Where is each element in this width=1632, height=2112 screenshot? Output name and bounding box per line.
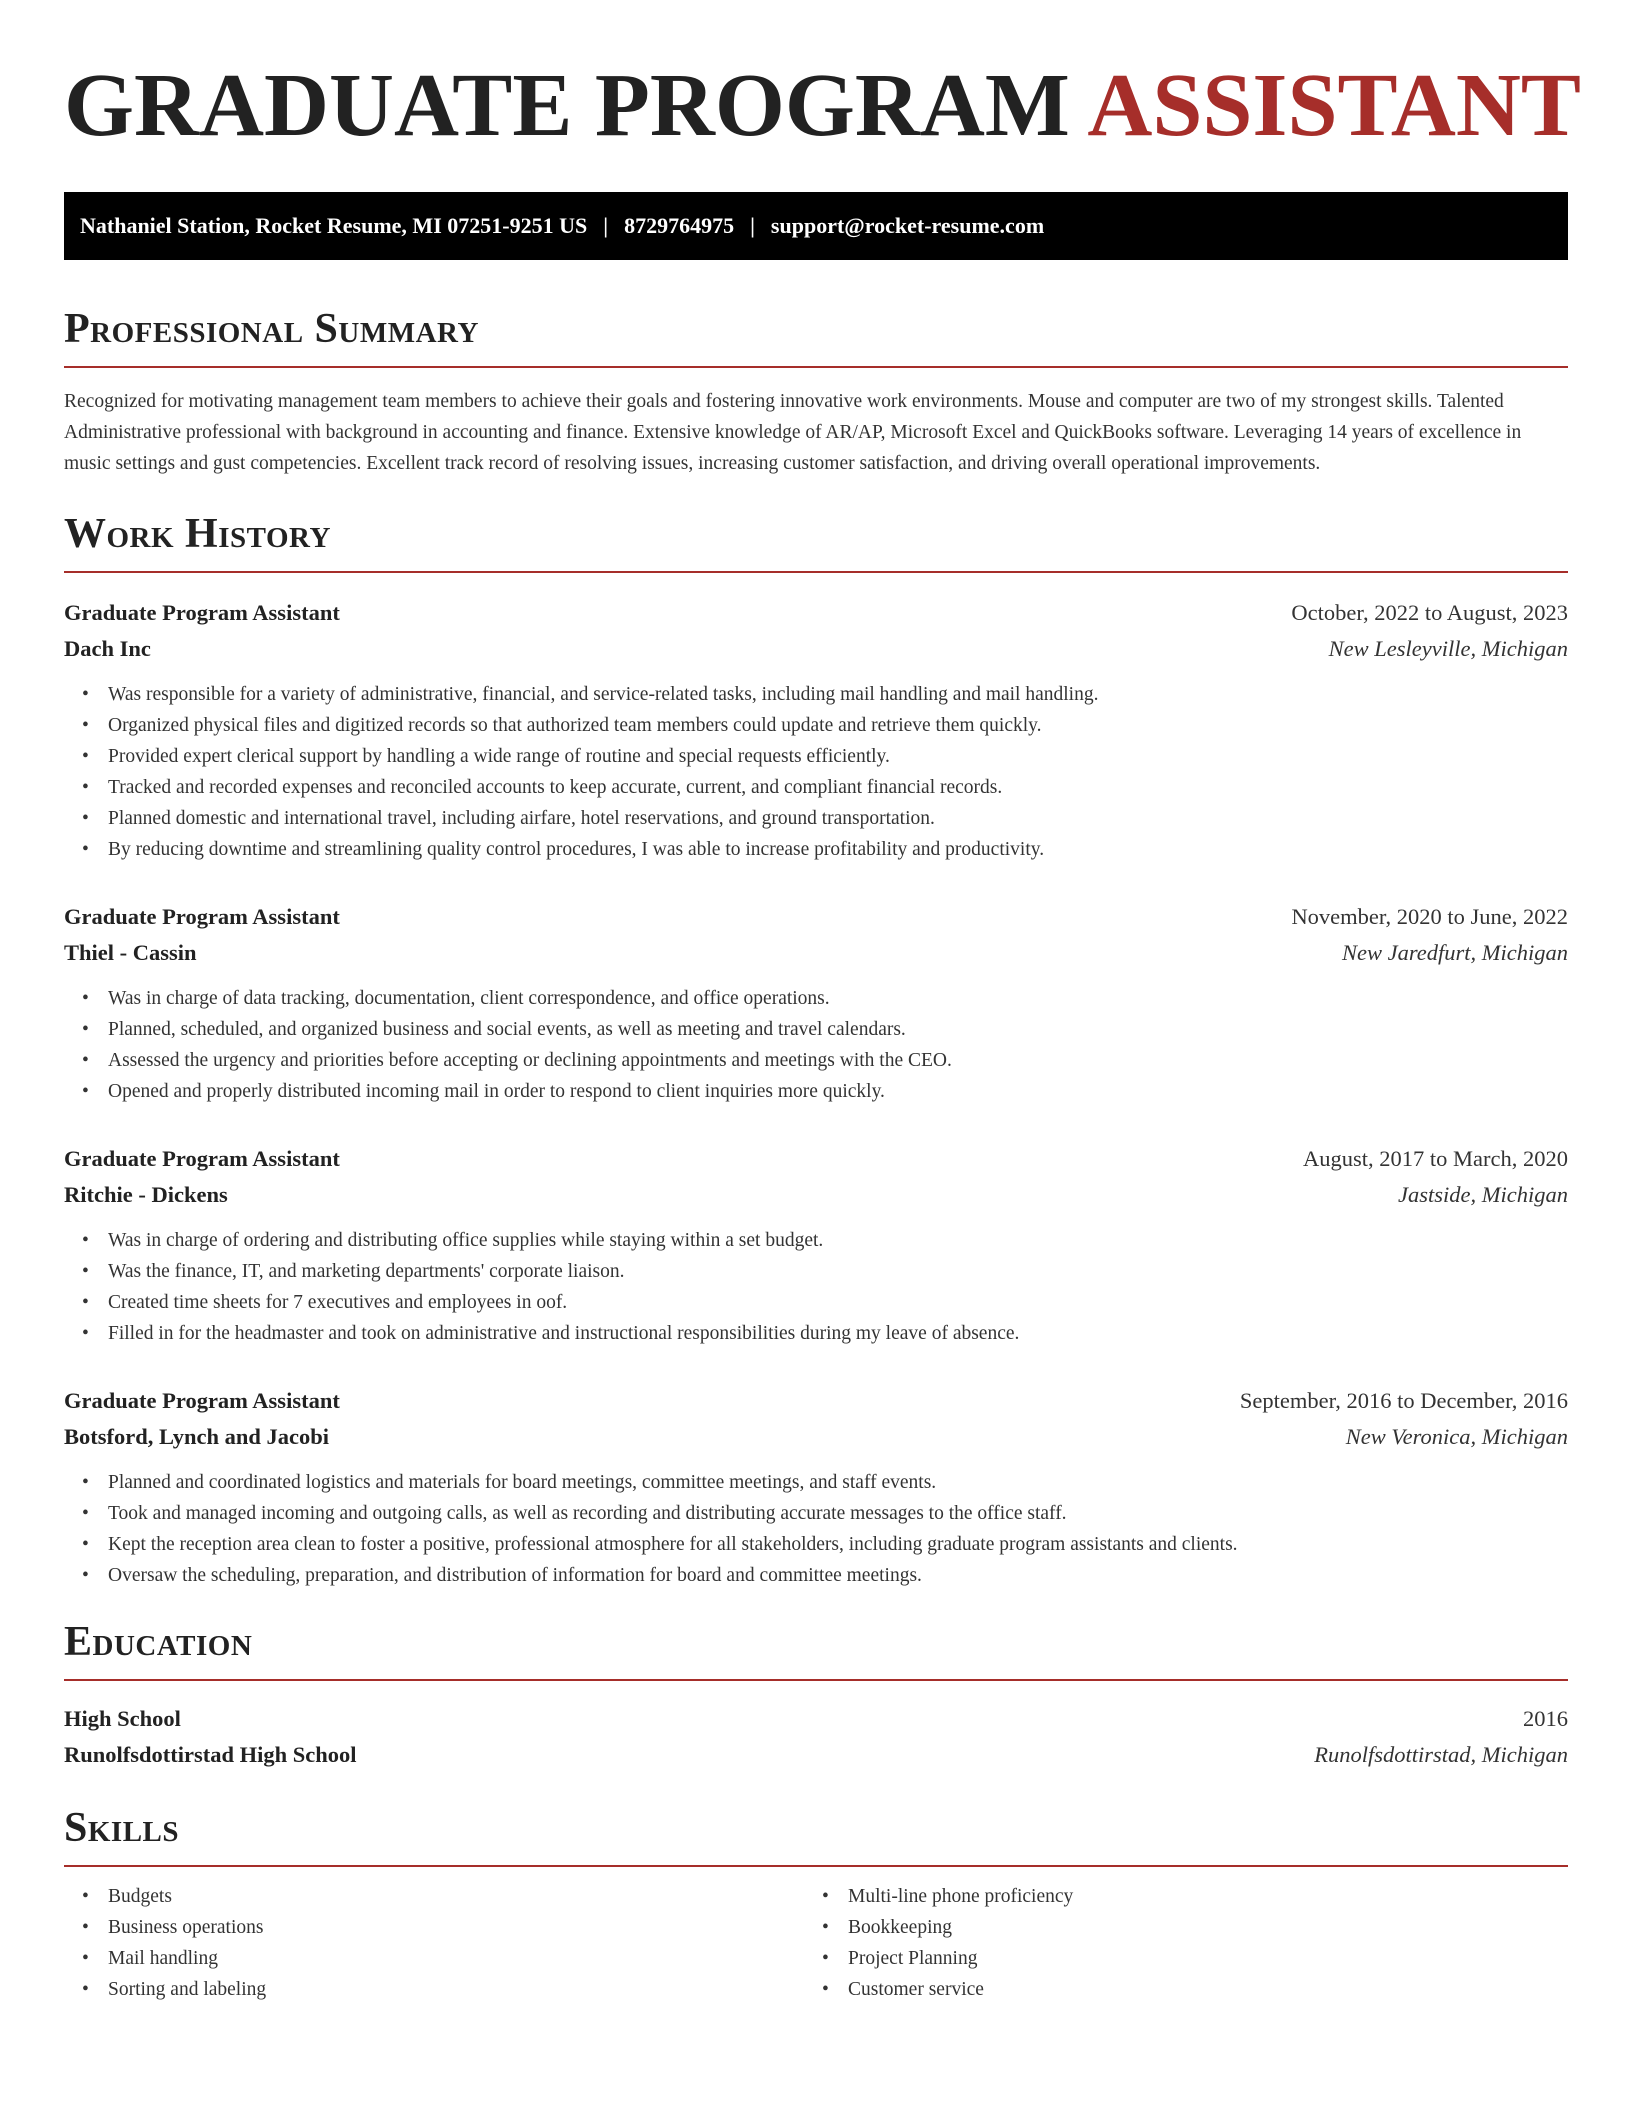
job-bullet: • Oversaw the scheduling, preparation, and distribution of information for board and committee meetings. (108, 1560, 1568, 1591)
section-title-education: Education (64, 1619, 253, 1665)
job-location: New Veronica, Michigan (1345, 1424, 1568, 1449)
job-bullet: • Organized physical files and digitized records so that authorized team members could update and retrieve them quickly. (108, 710, 1568, 741)
skills-list-left (64, 1881, 804, 2005)
contact-separator: | (750, 213, 755, 238)
job-location: Jastside, Michigan (1398, 1182, 1568, 1207)
skills-column-left (64, 1881, 804, 2005)
education-degree: High School (64, 1706, 181, 1731)
job-company-row (64, 1419, 1568, 1455)
contact-bar (64, 192, 1568, 260)
name-part-2: ASSISTANT (1087, 56, 1581, 155)
job-company-row (64, 631, 1568, 667)
skill-item: • Project Planning (848, 1943, 1544, 1974)
work-history-section (64, 509, 1568, 1591)
job-title: Graduate Program Assistant (64, 1146, 340, 1171)
job-company: Dach Inc (64, 636, 151, 661)
education-entry (64, 1701, 1568, 1773)
summary-text: Recognized for motivating management team members to achieve their goals and fostering innovative work environments. Mouse and computer are two of my strongest skills. Talented Administrative professional with background in accounting and finance. Extensive knowledge of AR/AP, Microsoft Excel and QuickBooks software. Leveraging 14 years of excellence in music settings and gust competencies. Excellent track record of resolving issues, increasing customer satisfaction, and driving overall operational improvements. (64, 391, 1522, 474)
job-title: Graduate Program Assistant (64, 904, 340, 929)
education-section (64, 1617, 1568, 1773)
job-entry (64, 899, 1568, 1107)
section-title-skills: Skills (64, 1805, 180, 1851)
job-company: Botsford, Lynch and Jacobi (64, 1424, 330, 1449)
job-bullet: • Took and managed incoming and outgoing calls, as well as recording and distributing accurate messages to the office staff. (108, 1498, 1568, 1529)
resume-name (64, 56, 1581, 156)
job-title: Graduate Program Assistant (64, 1388, 340, 1413)
skill-item: • Mail handling (108, 1943, 804, 1974)
job-header-row (64, 1383, 1568, 1419)
name-part-1: GRADUATE PROGRAM (64, 56, 1070, 155)
skills-list-right (804, 1881, 1544, 2005)
section-divider (64, 571, 1568, 573)
job-bullet: • Created time sheets for 7 executives and employees in oof. (108, 1287, 1568, 1318)
contact-separator: | (603, 213, 609, 238)
job-title: Graduate Program Assistant (64, 600, 340, 625)
skill-item: • Bookkeeping (848, 1912, 1544, 1943)
job-bullet: • Planned domestic and international travel, including airfare, hotel reservations, and ground transportation. (108, 803, 1568, 834)
job-dates: September, 2016 to December, 2016 (1239, 1388, 1568, 1413)
job-bullet: • Was responsible for a variety of administrative, financial, and service-related tasks, including mail handling and mail handling. (108, 679, 1568, 710)
job-bullet: • Planned and coordinated logistics and materials for board meetings, committee meetings, and staff events. (108, 1467, 1568, 1498)
job-bullet: • Was in charge of data tracking, documentation, client correspondence, and office operations. (108, 983, 1568, 1014)
job-bullet: • Was in charge of ordering and distributing office supplies while staying within a set budget. (108, 1225, 1568, 1256)
job-bullet: • By reducing downtime and streamlining quality control procedures, I was able to increase profitability and productivity. (108, 834, 1568, 865)
job-dates: August, 2017 to March, 2020 (1303, 1146, 1568, 1171)
education-row-2 (64, 1737, 1568, 1773)
job-company-row (64, 1177, 1568, 1213)
job-location: New Lesleyville, Michigan (1328, 636, 1568, 661)
job-bullet: • Kept the reception area clean to foster a positive, professional atmosphere for all stakeholders, including graduate program assistants and clients. (108, 1529, 1568, 1560)
job-list (64, 595, 1568, 1591)
job-header-row (64, 899, 1568, 935)
section-divider (64, 366, 1568, 368)
job-company: Thiel - Cassin (64, 940, 197, 965)
job-dates: November, 2020 to June, 2022 (1291, 904, 1568, 929)
contact-address: Nathaniel Station, Rocket Resume, MI 07251-9251 US (80, 213, 588, 238)
skill-item: • Customer service (848, 1974, 1544, 2005)
job-bullet: • Assessed the urgency and priorities before accepting or declining appointments and meetings with the CEO. (108, 1045, 1568, 1076)
education-location: Runolfsdottirstad, Michigan (1314, 1742, 1568, 1767)
job-dates: October, 2022 to August, 2023 (1291, 600, 1568, 625)
education-row-1 (64, 1701, 1568, 1737)
job-bullet: • Planned, scheduled, and organized business and social events, as well as meeting and travel calendars. (108, 1014, 1568, 1045)
skills-column-right (804, 1881, 1544, 2005)
job-bullet-list (64, 1467, 1568, 1591)
education-school: Runolfsdottirstad High School (64, 1742, 357, 1767)
job-entry (64, 595, 1568, 865)
job-bullet: • Opened and properly distributed incoming mail in order to respond to client inquiries more quickly. (108, 1076, 1568, 1107)
contact-phone: 8729764975 (624, 213, 735, 238)
job-location: New Jaredfurt, Michigan (1341, 940, 1568, 965)
job-header-row (64, 1141, 1568, 1177)
job-bullet: • Filled in for the headmaster and took on administrative and instructional responsibilities during my leave of absence. (108, 1318, 1568, 1349)
contact-email: support@rocket-resume.com (770, 213, 1045, 238)
job-bullet-list (64, 679, 1568, 865)
section-title-summary: Professional Summary (64, 306, 479, 352)
job-entry (64, 1383, 1568, 1591)
skills-grid (64, 1881, 1568, 2005)
section-divider (64, 1679, 1568, 1681)
summary-section (64, 304, 1568, 479)
job-bullet: • Tracked and recorded expenses and reconciled accounts to keep accurate, current, and compliant financial records. (108, 772, 1568, 803)
job-bullet-list (64, 1225, 1568, 1349)
section-divider (64, 1865, 1568, 1867)
job-header-row (64, 595, 1568, 631)
skill-item: • Business operations (108, 1912, 804, 1943)
job-entry (64, 1141, 1568, 1349)
job-bullet: • Was the finance, IT, and marketing departments' corporate liaison. (108, 1256, 1568, 1287)
skill-item: • Budgets (108, 1881, 804, 1912)
job-company-row (64, 935, 1568, 971)
skill-item: • Multi-line phone proficiency (848, 1881, 1544, 1912)
education-year: 2016 (1523, 1706, 1568, 1731)
section-title-work: Work History (64, 511, 331, 557)
job-bullet-list (64, 983, 1568, 1107)
job-company: Ritchie - Dickens (64, 1182, 228, 1207)
skills-section (64, 1803, 1568, 2005)
job-bullet: • Provided expert clerical support by handling a wide range of routine and special requests efficiently. (108, 741, 1568, 772)
skill-item: • Sorting and labeling (108, 1974, 804, 2005)
